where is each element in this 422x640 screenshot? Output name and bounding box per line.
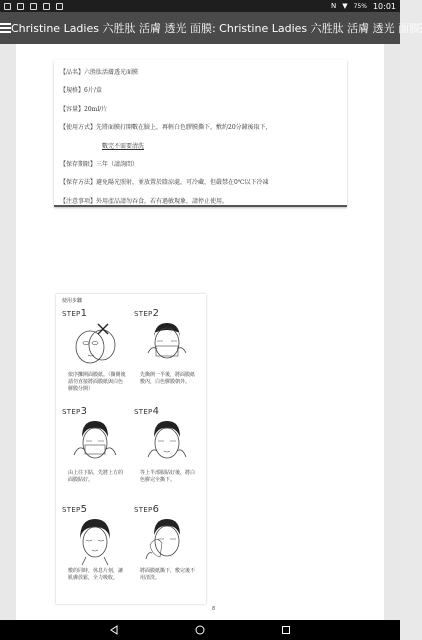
face-removing-mask-illustration: [140, 515, 194, 565]
step-caption: 依序攤開面膜紙。（撕開後請勿直接將面膜紙與白色膠膜分開）: [68, 372, 126, 392]
step-caption: 由上往下貼，先將上方的面膜貼好。: [68, 470, 124, 483]
product-spec-sheet: [54, 60, 347, 207]
navigation-bar: [0, 620, 400, 640]
notification-icons: [4, 3, 63, 10]
step-number: 5: [80, 504, 88, 515]
battery-icon: 75%: [353, 2, 367, 10]
step-label: STEP: [134, 506, 153, 514]
spec-line-caution: 【注意事項】外用產品請勿吞食，若有過敏現象，請停止使用。: [60, 197, 229, 205]
step-6: [134, 504, 200, 600]
spec-line-shelf-life: 【保存期限】三年（請詢問）: [60, 160, 139, 168]
document-viewer[interactable]: [0, 44, 400, 620]
app-bar: [0, 12, 421, 44]
face-peeling-film-illustration: [140, 417, 194, 467]
step-label: STEP: [62, 506, 81, 514]
status-bar: [0, 0, 400, 12]
face-applying-mask-illustration: [140, 319, 194, 369]
document-page: [16, 44, 384, 620]
spec-line-size: 【規格】6片/盒: [60, 87, 102, 95]
spec-line-usage: 【使用方式】先將面膜打開數在臉上，再輕白色膠膜撕下，敷約20分鐘後取下，: [60, 124, 272, 132]
step-number: 6: [152, 504, 160, 515]
home-icon[interactable]: [192, 622, 208, 638]
step-3: [62, 406, 128, 502]
spec-line-volume: 【容量】20ml/片: [60, 105, 108, 113]
face-smoothing-mask-illustration: [68, 417, 122, 467]
step-number: 4: [152, 406, 160, 417]
face-resting-illustration: [68, 515, 122, 565]
spec-line-storage: 【保存方法】避免陽光照射，並放置於陰涼處，可冷藏，但嚴禁在0℃以下冷凍: [60, 179, 269, 187]
location-icon: [30, 3, 37, 10]
download-icon: [43, 3, 50, 10]
step-caption: 敷的同時，休息片刻，讓肌膚放鬆，全力吸收。: [68, 568, 124, 581]
step-caption: 將面膜紙撕下，敷完後不用清洗。: [140, 568, 196, 581]
notification-icon: [17, 3, 24, 10]
step-number: 1: [80, 308, 88, 319]
step-caption: 等上半部服貼好後，將白色膠完全撕下。: [140, 470, 196, 483]
spec-line-name: 【品名】六胜肽活膚透光面膜: [60, 69, 139, 76]
step-label: STEP: [134, 408, 153, 416]
spec-line-usage-cont: 數完不需要清洗: [102, 142, 145, 150]
wifi-icon: ▼: [342, 2, 348, 10]
usage-steps-panel: [56, 294, 206, 604]
hamburger-menu-icon[interactable]: [0, 12, 11, 44]
cast-icon: [56, 3, 63, 10]
step-caption: 先撕開一半後，將面膜紙敷內，白色膠膜朝外。: [140, 372, 196, 385]
step-2: [134, 308, 200, 404]
step-number: 3: [80, 406, 88, 417]
step-label: STEP: [62, 408, 81, 416]
step-1: [62, 308, 128, 404]
clock: 10:01: [372, 1, 396, 11]
sim-icon: [4, 3, 11, 10]
nfc-icon: N: [330, 2, 337, 10]
usage-steps-title: 使用步驟: [62, 298, 83, 304]
document-title: Christine Ladies 六胜肽 活膚 透光 面膜: Christine Ladies 六胜肽 活膚 透光 面膜: [11, 22, 421, 35]
step-5: [62, 504, 128, 600]
mask-sheet-illustration: [68, 319, 122, 369]
page-number: 8: [212, 606, 216, 612]
step-4: [134, 406, 200, 502]
step-label: STEP: [134, 310, 153, 318]
back-icon[interactable]: [106, 622, 122, 638]
recents-icon[interactable]: [278, 622, 294, 638]
step-number: 2: [152, 308, 160, 319]
step-label: STEP: [62, 310, 81, 318]
